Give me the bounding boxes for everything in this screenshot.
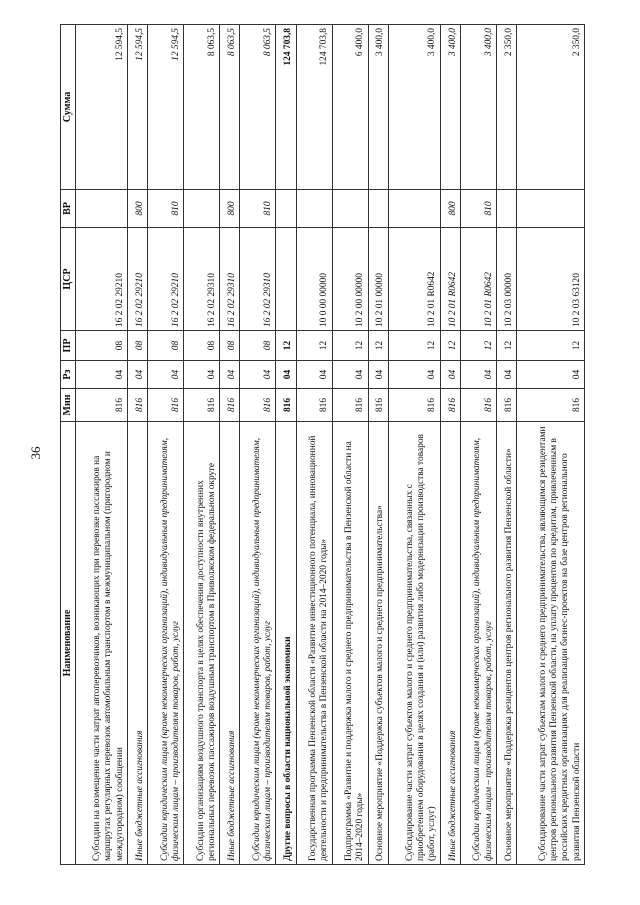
table-row xyxy=(368,25,388,865)
cell-pr: 08 xyxy=(76,331,128,361)
cell-rz: 04 xyxy=(460,361,496,389)
cell-name: Иные бюджетные ассигнования xyxy=(440,422,460,865)
table-row xyxy=(296,25,332,865)
table-row xyxy=(332,25,368,865)
cell-min: 816 xyxy=(148,389,184,422)
header-sum: Сумма xyxy=(61,25,76,190)
cell-csr: 16 2 02 29310 xyxy=(240,228,276,331)
cell-rz: 04 xyxy=(368,361,388,389)
cell-rz: 04 xyxy=(148,361,184,389)
cell-min: 816 xyxy=(517,389,585,422)
cell-vr xyxy=(517,190,585,228)
header-name: Наименование xyxy=(61,422,76,865)
cell-sum: 124 703,8 xyxy=(296,25,332,190)
cell-rz: 04 xyxy=(276,361,296,389)
cell-min: 816 xyxy=(332,389,368,422)
header-min: Мин xyxy=(61,389,76,422)
cell-rz: 04 xyxy=(388,361,440,389)
cell-rz: 04 xyxy=(220,361,240,389)
cell-vr: 800 xyxy=(220,190,240,228)
cell-name: Субсидии юридическим лицам (кроме некоммерческих организаций), индивидуальным предпринимателям, физическим лицам – производителям товаров, работ, услуг xyxy=(148,422,184,865)
cell-csr: 16 2 02 29210 xyxy=(76,228,128,331)
cell-name: Субсидии организациям воздушного транспорта в целях обеспечения доступности внутренних региональных перевозок пассажиров воздушным транспортом в Приволжском федеральном округе xyxy=(184,422,220,865)
cell-sum: 2 350,0 xyxy=(517,25,585,190)
cell-pr: 12 xyxy=(496,331,516,361)
cell-pr: 08 xyxy=(184,331,220,361)
cell-min: 816 xyxy=(276,389,296,422)
header-csr: ЦСР xyxy=(61,228,76,331)
cell-csr: 10 2 01 R0642 xyxy=(388,228,440,331)
cell-pr: 12 xyxy=(332,331,368,361)
budget-table xyxy=(60,24,585,865)
cell-name: Подпрограмма «Развитие и поддержка малого и среднего предпринимательства в Пензенской области на 2014–2020 годы» xyxy=(332,422,368,865)
cell-rz: 04 xyxy=(296,361,332,389)
cell-sum: 3 400,0 xyxy=(388,25,440,190)
cell-min: 816 xyxy=(76,389,128,422)
cell-min: 816 xyxy=(184,389,220,422)
cell-sum: 12 594,5 xyxy=(127,25,147,190)
cell-rz: 04 xyxy=(184,361,220,389)
cell-rz: 04 xyxy=(440,361,460,389)
table-row xyxy=(460,25,496,865)
cell-pr: 12 xyxy=(517,331,585,361)
cell-name: Иные бюджетные ассигнования xyxy=(127,422,147,865)
cell-pr: 12 xyxy=(388,331,440,361)
table-row xyxy=(440,25,460,865)
cell-min: 816 xyxy=(220,389,240,422)
cell-name: Иные бюджетные ассигнования xyxy=(220,422,240,865)
cell-pr: 12 xyxy=(460,331,496,361)
rotated-table-container xyxy=(60,25,585,865)
table-row xyxy=(276,25,296,865)
header-rz: Рз xyxy=(61,361,76,389)
cell-sum: 8 063,5 xyxy=(240,25,276,190)
table-row xyxy=(76,25,128,865)
cell-min: 816 xyxy=(368,389,388,422)
cell-vr xyxy=(184,190,220,228)
cell-pr: 12 xyxy=(276,331,296,361)
cell-name: Субсидирование части затрат субъектам малого и среднего предпринимательства, являющимся резидентами центров регионального развития Пензенской области, на уплату процентов по кредитам, привлеченным в российских кредитных организациях для реализации бизнес-проектов на базе центров регионального развития Пензенской области xyxy=(517,422,585,865)
page-number: 36 xyxy=(28,446,43,460)
table-row xyxy=(388,25,440,865)
cell-min: 816 xyxy=(127,389,147,422)
cell-csr: 10 2 01 00000 xyxy=(368,228,388,331)
header-row xyxy=(61,25,76,865)
cell-sum: 12 594,5 xyxy=(76,25,128,190)
table-row xyxy=(148,25,184,865)
cell-csr: 10 2 00 00000 xyxy=(332,228,368,331)
cell-sum: 124 703,8 xyxy=(276,25,296,190)
cell-vr: 810 xyxy=(240,190,276,228)
cell-sum: 8 063,5 xyxy=(184,25,220,190)
cell-csr: 10 2 01 R0642 xyxy=(460,228,496,331)
cell-csr: 16 2 02 29310 xyxy=(220,228,240,331)
cell-vr xyxy=(76,190,128,228)
cell-vr xyxy=(332,190,368,228)
cell-csr: 10 2 03 00000 xyxy=(496,228,516,331)
cell-min: 816 xyxy=(240,389,276,422)
cell-name: Субсидии юридическим лицам (кроме некоммерческих организаций), индивидуальным предпринимателям, физическим лицам – производителям товаров, работ, услуг xyxy=(240,422,276,865)
header-vr: ВР xyxy=(61,190,76,228)
cell-min: 816 xyxy=(460,389,496,422)
cell-csr: 16 2 02 29210 xyxy=(148,228,184,331)
cell-pr: 08 xyxy=(220,331,240,361)
cell-csr: 10 2 01 R0642 xyxy=(440,228,460,331)
cell-min: 816 xyxy=(296,389,332,422)
cell-rz: 04 xyxy=(76,361,128,389)
cell-rz: 04 xyxy=(332,361,368,389)
cell-vr: 800 xyxy=(440,190,460,228)
cell-rz: 04 xyxy=(127,361,147,389)
cell-sum: 3 400,0 xyxy=(460,25,496,190)
cell-pr: 08 xyxy=(148,331,184,361)
cell-sum: 3 400,0 xyxy=(440,25,460,190)
cell-min: 816 xyxy=(496,389,516,422)
cell-vr xyxy=(296,190,332,228)
cell-vr: 810 xyxy=(460,190,496,228)
cell-vr xyxy=(368,190,388,228)
cell-min: 816 xyxy=(440,389,460,422)
cell-csr: 10 0 00 00000 xyxy=(296,228,332,331)
cell-pr: 08 xyxy=(240,331,276,361)
cell-sum: 12 594,5 xyxy=(148,25,184,190)
cell-name: Другие вопросы в области национальной экономики xyxy=(276,422,296,865)
cell-vr xyxy=(496,190,516,228)
table-row xyxy=(127,25,147,865)
table-row xyxy=(240,25,276,865)
cell-sum: 2 350,0 xyxy=(496,25,516,190)
cell-sum: 8 063,5 xyxy=(220,25,240,190)
cell-min: 816 xyxy=(388,389,440,422)
cell-name: Основное мероприятие «Поддержка субъектов малого и среднего предпринимательства» xyxy=(368,422,388,865)
cell-name: Государственная программа Пензенской области «Развитие инвестиционного потенциала, инновационной деятельности и предпринимательства в Пензенской области на 2014–2020 годы» xyxy=(296,422,332,865)
cell-csr: 16 2 02 29310 xyxy=(184,228,220,331)
cell-name: Субсидии юридическим лицам (кроме некоммерческих организаций), индивидуальным предпринимателям, физическим лицам – производителям товаров, работ, услуг xyxy=(460,422,496,865)
cell-pr: 08 xyxy=(127,331,147,361)
cell-sum: 6 400,0 xyxy=(332,25,368,190)
cell-pr: 12 xyxy=(440,331,460,361)
cell-vr: 800 xyxy=(127,190,147,228)
cell-vr: 810 xyxy=(148,190,184,228)
cell-name: Основное мероприятие «Поддержка резидентов центров регионального развития Пензенской области» xyxy=(496,422,516,865)
cell-csr xyxy=(276,228,296,331)
table-row xyxy=(184,25,220,865)
cell-pr: 12 xyxy=(368,331,388,361)
cell-name: Субсидирование части затрат субъектов малого и среднего предпринимательства, связанных с приобретением оборудования в целях создания и (или) развития либо модернизации производства товаров (работ, услуг) xyxy=(388,422,440,865)
cell-pr: 12 xyxy=(296,331,332,361)
cell-csr: 16 2 02 29210 xyxy=(127,228,147,331)
header-pr: ПР xyxy=(61,331,76,361)
cell-rz: 04 xyxy=(496,361,516,389)
cell-vr xyxy=(276,190,296,228)
cell-name: Субсидии на возмещение части затрат автоперевозчиков, возникающих при перевозке пассажиров на маршрутах регулярных перевозок автомобильным транспортом в межмуниципальном (пригородном и междугородном) сообщении xyxy=(76,422,128,865)
cell-rz: 04 xyxy=(240,361,276,389)
table-row xyxy=(496,25,516,865)
table-body xyxy=(76,25,585,865)
table-row xyxy=(517,25,585,865)
cell-csr: 10 2 03 63120 xyxy=(517,228,585,331)
table-row xyxy=(220,25,240,865)
cell-vr xyxy=(388,190,440,228)
cell-rz: 04 xyxy=(517,361,585,389)
cell-sum: 3 400,0 xyxy=(368,25,388,190)
